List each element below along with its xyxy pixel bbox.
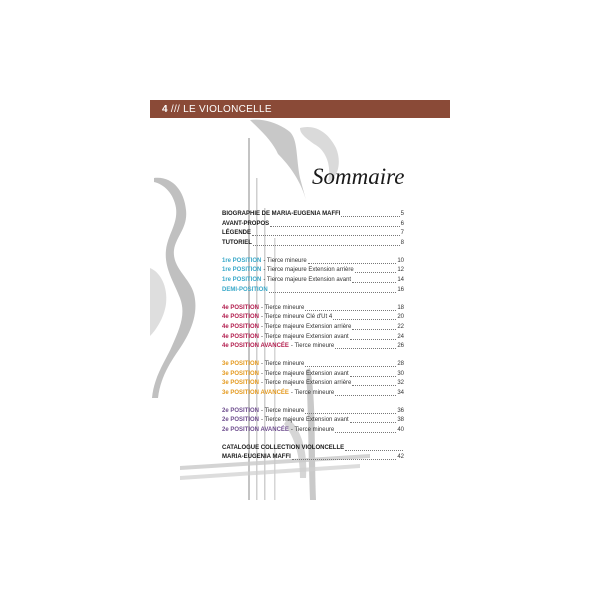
toc-gap [222,352,404,360]
toc-entry[interactable] [222,342,404,352]
toc-entry-label: DEMI-POSITION [222,286,268,293]
toc-leader-dots [350,370,397,377]
toc-gap [222,436,404,444]
toc-page-number: 36 [397,407,404,414]
toc-entry-label: BIOGRAPHIE DE MARIA-EUGENIA MAFFI [222,211,341,217]
toc-entry-subtitle: - Tierce majeure Extension arrière [261,380,352,387]
header-separator: /// [170,103,181,115]
document-page [150,100,450,500]
toc-leader-dots [305,360,396,367]
toc-leader-dots [352,323,396,330]
toc-entry-label: 3e POSITION [222,360,260,367]
toc-entry-label: 1re POSITION [222,277,262,284]
toc-leader-dots [350,333,397,340]
toc-entry[interactable] [222,313,404,323]
toc-entry-subtitle: - Tierce mineure [261,407,305,414]
toc-entry[interactable] [222,229,404,239]
toc-page-number: 14 [397,277,404,284]
toc-entry-subtitle: - Tierce majeure Extension avant [261,370,349,377]
toc-leader-dots [355,266,397,273]
toc-entry-label: 2e POSITION [222,407,260,414]
toc-page-number: 34 [397,390,404,396]
toc-entry[interactable] [222,407,404,417]
toc-page-number: 26 [397,343,404,350]
toc-entry-subtitle: - Tierce majeure Extension arrière [263,267,354,274]
toc-entry-label: 4e POSITION [222,323,260,330]
toc-entry-label: 1re POSITION [222,267,262,274]
toc-entry[interactable] [222,389,404,399]
toc-page-number: 16 [397,286,404,293]
toc-leader-dots [335,389,396,396]
toc-entry[interactable] [222,333,404,343]
toc-entry[interactable] [222,210,404,220]
toc-entry-label: MARIA-EUGENIA MAFFI [222,454,291,461]
toc-page-number: 24 [397,333,404,340]
toc-entry-label: 4e POSITION [222,333,260,340]
toc-entry[interactable] [222,220,404,230]
toc-entry[interactable] [222,444,404,454]
header-title: LE VIOLONCELLE [183,103,272,115]
toc-entry-label: 4e POSITION [222,304,260,311]
toc-entry[interactable] [222,266,404,276]
toc-page-number: 12 [397,267,404,274]
toc-entry[interactable] [222,286,404,296]
toc-entry[interactable] [222,370,404,380]
toc-entry-label: 1re POSITION [222,257,262,264]
toc-page-number: 6 [400,220,404,227]
toc-page-number: 32 [397,380,404,387]
toc-page-number: 40 [397,427,404,434]
header-page-number: 4 [162,103,168,115]
toc-entry[interactable] [222,453,404,463]
toc-leader-dots [269,286,397,293]
toc-leader-dots [352,276,396,283]
toc-entry-subtitle: - Tierce mineure [290,390,335,396]
toc-entry-label: TUTORIEL [222,240,252,247]
toc-entry-label: 2e POSITION AVANCÉE [222,427,289,434]
toc-entry-label: 3e POSITION [222,370,260,377]
toc-entry-subtitle: - Tierce mineure [261,360,305,367]
toc-entry[interactable] [222,239,404,249]
toc-leader-dots [350,416,397,423]
toc-page-number: 8 [400,240,404,247]
toc-entry-label: 3e POSITION [222,380,260,387]
toc-leader-dots [335,426,396,433]
toc-leader-dots [270,220,400,227]
toc-entry[interactable] [222,426,404,436]
toc-page-number: 30 [397,370,404,377]
toc-page-number: 10 [397,257,404,264]
toc-page-number: 5 [400,211,404,217]
toc-leader-dots [333,313,396,320]
toc-entry-subtitle: - Tierce mineure [290,427,335,434]
toc-page-number: 28 [397,360,404,367]
toc-entry-label: 4e POSITION AVANCÉE [222,343,289,350]
toc-page-number: 22 [397,323,404,330]
toc-entry[interactable] [222,323,404,333]
toc-entry-label: AVANT-PROPOS [222,220,270,227]
toc-entry[interactable] [222,360,404,370]
toc-leader-dots [345,444,403,451]
toc-entry[interactable] [222,304,404,314]
toc-leader-dots [352,379,396,386]
toc-leader-dots [341,210,399,217]
toc-entry-subtitle: - Tierce mineure [261,304,305,311]
toc-entry-subtitle: - Tierce majeure Extension avant [263,277,352,284]
toc-leader-dots [305,304,396,311]
toc-entry[interactable] [222,416,404,426]
toc-entry-label: 2e POSITION [222,417,260,424]
toc-leader-dots [252,229,400,236]
toc-entry-subtitle: - Tierce mineure Clé d'Ut 4 [261,314,333,321]
toc-page-number: 38 [397,417,404,424]
toc-leader-dots [253,239,400,246]
toc-entry[interactable] [222,379,404,389]
toc-page-number: 7 [400,230,404,237]
toc-entry-subtitle: - Tierce majeure Extension avant [261,417,349,424]
toc-entry-subtitle: - Tierce majeure Extension avant [261,333,349,340]
toc-entry-label: 4e POSITION [222,314,260,321]
toc-page-number: 20 [397,314,404,321]
toc-gap [222,296,404,304]
page-title: Sommaire [312,164,405,189]
toc-gap [222,249,404,257]
toc-leader-dots [305,407,396,414]
table-of-contents [222,210,404,463]
header-band [150,100,450,118]
toc-entry-label: LÉGENDE [222,230,252,237]
toc-leader-dots [308,257,397,264]
toc-page-number: 18 [397,304,404,311]
toc-entry-subtitle: - Tierce mineure [263,257,307,264]
toc-entry-subtitle: - Tierce majeure Extension arrière [261,323,352,330]
toc-entry[interactable] [222,276,404,286]
toc-gap [222,399,404,407]
toc-entry[interactable] [222,257,404,267]
toc-entry-subtitle: - Tierce mineure [290,343,335,350]
toc-entry-label: CATALOGUE COLLECTION VIOLONCELLE [222,444,345,451]
toc-leader-dots [335,342,396,349]
toc-entry-label: 3e POSITION AVANCÉE [222,390,289,396]
toc-page-number: 42 [397,454,404,461]
toc-leader-dots [292,453,397,460]
